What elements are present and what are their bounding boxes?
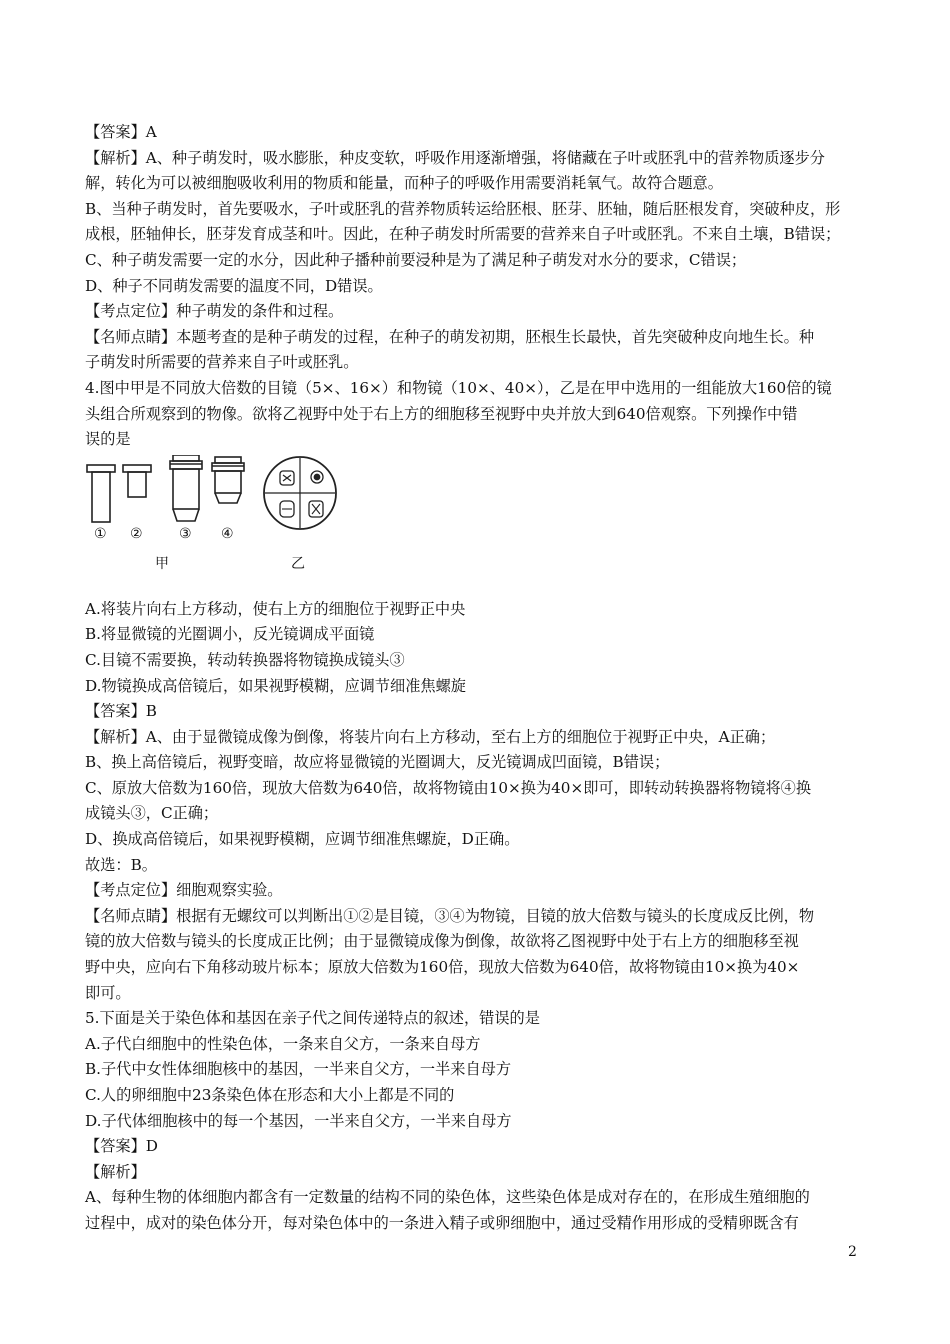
text-line: 【考点定位】细胞观察实验。 [85, 881, 283, 900]
text-line: 【答案】B [85, 702, 157, 721]
text-line: 4.图中甲是不同放大倍数的目镜（5×、16×）和物镜（10×、40×），乙是在甲中选用的一组能放大160倍的镜 [85, 378, 832, 397]
text-line: C.目镜不需要换，转动转换器将物镜换成镜头③ [85, 650, 405, 669]
label-4: ④ [221, 525, 234, 542]
text-line: 【答案】A [85, 123, 157, 141]
text-line: 故选：B。 [85, 855, 157, 874]
label-1: ① [94, 525, 107, 542]
text-line: 5.下面是关于染色体和基因在亲子代之间传递特点的叙述，错误的是 [85, 1009, 540, 1028]
text-line: D.子代体细胞核中的每一个基因，一半来自父方，一半来自母方 [85, 1111, 512, 1130]
text-line: 即可。 [85, 983, 131, 1002]
label-jia: 甲 [155, 555, 169, 572]
label-3: ③ [179, 525, 192, 542]
objective-4-icon [212, 457, 244, 503]
text-block-q3-answer [85, 120, 875, 453]
eyepiece-1-icon [87, 465, 115, 522]
text-line: 成镜头③，C正确； [85, 804, 219, 823]
text-line: 成根，胚轴伸长，胚芽发育成茎和叶。因此，在种子萌发时所需要的营养来自子叶或胚乳。不来自土壤，B错误； [85, 225, 841, 244]
text-line: A.将装片向右上方移动，使右上方的细胞位于视野正中央 [85, 599, 466, 618]
page-content [85, 120, 875, 1237]
label-2: ② [130, 525, 143, 542]
text-line: B.子代中女性体细胞核中的基因，一半来自父方，一半来自母方 [85, 1060, 512, 1079]
objective-3-icon [170, 455, 202, 521]
text-line: B、换上高倍镜后，视野变暗，故应将显微镜的光圈调大，反光镜调成凹面镜，B错误； [85, 753, 670, 772]
text-line: C、原放大倍数为160倍，现放大倍数为640倍，故将物镜由10×换为40×即可，即转动转换器将物镜将④换 [85, 778, 812, 797]
text-line: D、换成高倍镜后，如果视野模糊，应调节细准焦螺旋，D正确。 [85, 830, 520, 849]
text-line: D、种子不同萌发需要的温度不同，D错误。 [85, 276, 383, 295]
text-line: 【解析】A、由于显微镜成像为倒像，将装片向右上方移动，至右上方的细胞位于视野正中央，A正确； [85, 727, 776, 746]
lens-diagram [85, 455, 385, 591]
text-line: A、每种生物的体细胞内都含有一定数量的结构不同的染色体，这些染色体是成对存在的，在形成生殖细胞的 [85, 1188, 810, 1207]
eyepiece-2-icon [123, 465, 151, 497]
text-line: 【名师点睛】本题考查的是种子萌发的过程，在种子的萌发初期，胚根生长最快，首先突破种皮向地生长。种 [85, 327, 814, 346]
microscope-figure [85, 455, 875, 591]
text-line: 【解析】 [85, 1162, 146, 1181]
text-block-q4-q5 [85, 597, 875, 1237]
text-line: 镜的放大倍数与镜头的长度成正比例；由于显微镜成像为倒像，故欲将乙图视野中处于右上方的细胞移至视 [85, 932, 799, 951]
text-line: 【答案】D [85, 1137, 158, 1156]
text-line: B、当种子萌发时，首先要吸水，子叶或胚乳的营养物质转运给胚根、胚芽、胚轴，随后胚根发育，突破种皮，形 [85, 199, 841, 218]
text-line: C.人的卵细胞中23条染色体在形态和大小上都是不同的 [85, 1086, 455, 1104]
text-line: A.子代白细胞中的性染色体，一条来自父方，一条来自母方 [85, 1034, 481, 1053]
text-line: B.将显微镜的光圈调小，反光镜调成平面镜 [85, 625, 375, 644]
text-line: 【名师点睛】根据有无螺纹可以判断出①②是目镜，③④为物镜，目镜的放大倍数与镜头的长度成反比例，物 [85, 906, 814, 925]
page-number: 2 [848, 1244, 857, 1260]
text-line: 误的是 [85, 430, 131, 449]
text-line: C、种子萌发需要一定的水分，因此种子播种前要浸种是为了满足种子萌发对水分的要求，C错误； [85, 250, 747, 269]
text-line: 子萌发时所需要的营养来自子叶或胚乳。 [85, 353, 359, 372]
label-yi: 乙 [291, 555, 305, 572]
text-line: 头组合所观察到的物像。欲将乙视野中处于右上方的细胞移至视野中央并放大到640倍观察。下列操作中错 [85, 404, 798, 423]
text-line: 【考点定位】种子萌发的条件和过程。 [85, 302, 344, 321]
text-line: 解，转化为可以被细胞吸收利用的物质和能量，而种子的呼吸作用需要消耗氧气。故符合题意。 [85, 174, 723, 193]
field-of-view-icon [264, 457, 336, 529]
text-line: 野中央，应向右下角移动玻片标本；原放大倍数为160倍，现放大倍数为640倍，故将物镜由10×换为40× [85, 958, 800, 977]
text-line: 【解析】A、种子萌发时，吸水膨胀，种皮变软，呼吸作用逐渐增强，将储藏在子叶或胚乳中的营养物质逐步分 [85, 148, 825, 167]
text-line: 过程中，成对的染色体分开，每对染色体中的一条进入精子或卵细胞中，通过受精作用形成的受精卵既含有 [85, 1213, 799, 1232]
text-line: D.物镜换成高倍镜后，如果视野模糊，应调节细准焦螺旋 [85, 676, 466, 695]
